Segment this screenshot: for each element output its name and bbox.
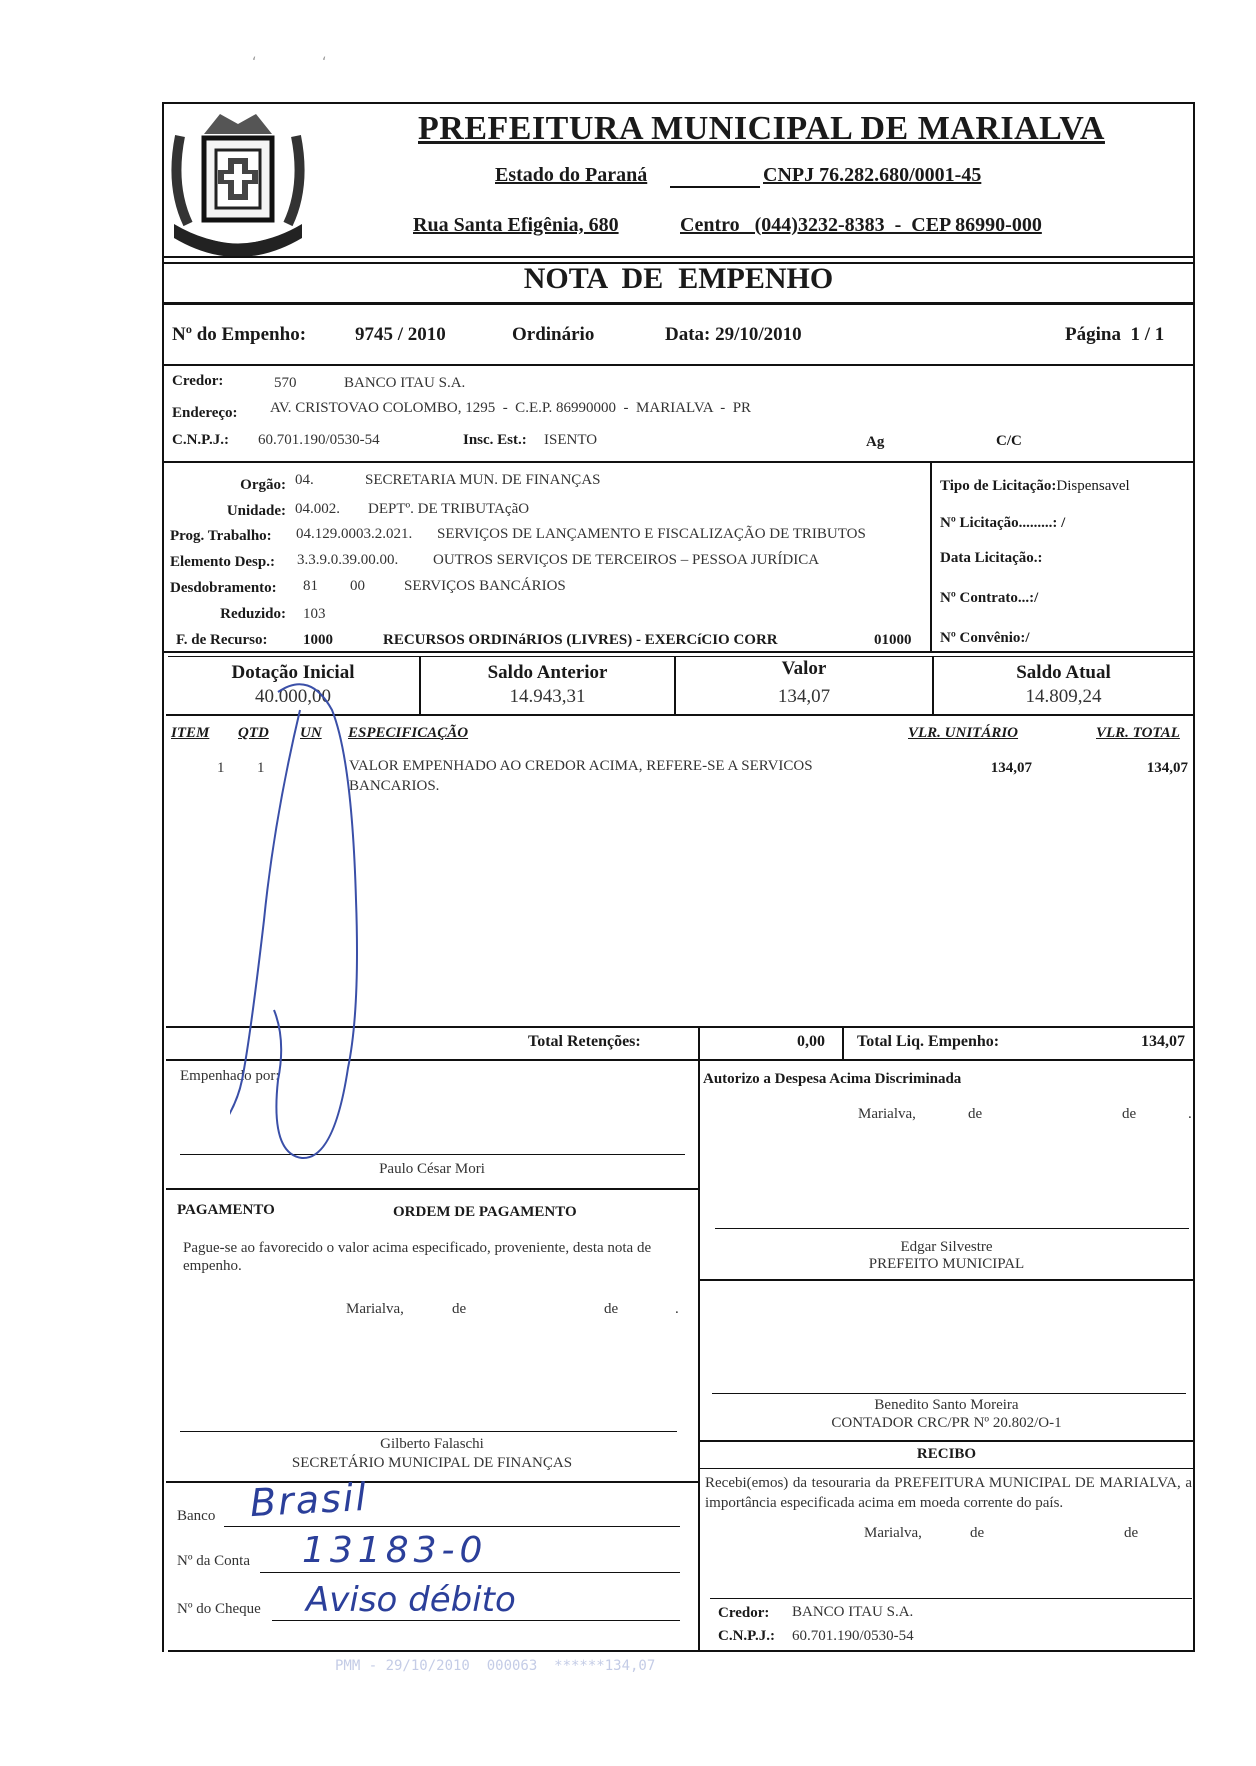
dotacao-label: Dotação Inicial	[231, 662, 355, 683]
signer-prefeito: Edgar Silvestre	[900, 1239, 993, 1255]
header-address: Rua Santa Efigênia, 680	[413, 214, 619, 236]
divider	[700, 1279, 1193, 1281]
cheque-label: Nº do Cheque	[177, 1601, 261, 1617]
pague-se-text: Pague-se ao favorecido o valor acima especificado, proveniente, desta nota de empenho.	[183, 1240, 652, 1274]
recibo-cnpj: 60.701.190/0530-54	[792, 1628, 914, 1644]
header-contact: Centro (044)3232-8383 - CEP 86990-000	[680, 214, 1042, 236]
item-total-value: 134,07	[1146, 760, 1188, 776]
autorizo-de-1: de	[968, 1106, 983, 1122]
page-title: PREFEITURA MUNICIPAL DE MARIALVA	[418, 110, 1105, 147]
valor-label: Valor	[781, 658, 827, 679]
unidade-label: Unidade:	[226, 503, 286, 519]
col-total-value: VLR. TOTAL	[1096, 725, 1180, 741]
divider	[700, 1440, 1193, 1442]
unidade-name: DEPTº. DE TRIBUTAçãO	[368, 501, 530, 517]
payment-de-1: de	[452, 1301, 467, 1317]
empenho-number-label: Nº do Empenho:	[172, 324, 307, 345]
divider	[162, 302, 1195, 305]
credor-label: Credor:	[172, 373, 224, 389]
licitacao-data: Data Licitação.:	[940, 550, 1043, 566]
payment-place: Marialva,	[346, 1301, 404, 1317]
prog-name: SERVIÇOS DE LANÇAMENTO E FISCALIZAÇÃO DE TRIBUTOS	[437, 526, 866, 542]
empenho-date: Data: 29/10/2010	[665, 324, 802, 345]
autorizo-de-2: de	[1122, 1106, 1137, 1122]
reduzido-value: 103	[303, 606, 326, 622]
saldo-anterior-value: 14.943,31	[509, 686, 586, 707]
credor-name: BANCO ITAU S.A.	[344, 375, 466, 391]
account-label: C/C	[996, 433, 1022, 449]
recibo-text: Recebi(emos) da tesouraria da PREFEITURA MUNICIPAL DE MARIALVA, a importância especificada acima em moeda corrente do país.	[705, 1475, 1192, 1511]
desdobramento-label: Desdobramento:	[170, 580, 277, 596]
state-underline	[670, 186, 760, 188]
contrato-number: Nº Contrato...:/	[940, 590, 1039, 606]
recibo-credor: BANCO ITAU S.A.	[792, 1604, 914, 1620]
orgao-name: SECRETARIA MUN. DE FINANÇAS	[365, 472, 601, 488]
divider	[162, 364, 1195, 366]
liquido-label: Total Liq. Empenho:	[857, 1033, 1000, 1050]
insc-label: Insc. Est.:	[463, 432, 527, 448]
col-item: ITEM	[171, 725, 210, 741]
credor-code: 570	[274, 375, 297, 391]
recibo-credor-label: Credor:	[718, 1605, 770, 1621]
page-indicator: Página 1 / 1	[1065, 324, 1165, 345]
elemento-code: 3.3.9.0.39.00.00.	[297, 552, 399, 568]
recibo-de-1: de	[970, 1525, 985, 1541]
retencoes-value: 0,00	[797, 1033, 825, 1050]
signature-line	[180, 1431, 677, 1432]
signature-line	[710, 1598, 1192, 1599]
divider	[162, 256, 1195, 258]
signer-secretario: Gilberto Falaschi	[380, 1436, 484, 1452]
item-description-cont: BANCARIOS.	[349, 778, 440, 794]
dotacao-value: 40.000,00	[255, 686, 331, 707]
prog-label: Prog. Trabalho:	[170, 528, 272, 544]
divider	[162, 461, 1195, 463]
divider	[698, 1059, 700, 1651]
licitacao-numero: Nº Licitação.........: /	[940, 515, 1066, 531]
col-qtd: QTD	[238, 725, 269, 741]
signer-empenho: Paulo César Mori	[379, 1161, 485, 1177]
banco-label: Banco	[177, 1508, 216, 1524]
item-qtd: 1	[257, 760, 265, 776]
signer-secretario-title: SECRETÁRIO MUNICIPAL DE FINANÇAS	[291, 1455, 573, 1471]
conta-handwritten: 13183-0	[302, 1530, 488, 1571]
scan-speck: ‘	[252, 55, 257, 71]
signer-prefeito-title: PREFEITO MUNICIPAL	[868, 1256, 1025, 1272]
orgao-label: Orgão:	[240, 477, 286, 493]
desdobramento-code: 81	[303, 578, 318, 594]
recibo-place: Marialva,	[864, 1525, 922, 1541]
autorizo-label: Autorizo a Despesa Acima Discriminada	[703, 1071, 962, 1087]
frame-right	[1193, 102, 1195, 1652]
recibo-cnpj-label: C.N.P.J.:	[718, 1628, 775, 1644]
cheque-handwritten: Aviso débito	[306, 1580, 516, 1620]
conta-label: Nº da Conta	[177, 1553, 250, 1569]
insc-value: ISENTO	[544, 432, 598, 448]
divider	[842, 1026, 844, 1060]
signer-contador: Benedito Santo Moreira	[874, 1397, 1019, 1413]
elemento-label: Elemento Desp.:	[170, 554, 275, 570]
divider	[162, 651, 1195, 653]
divider	[930, 461, 932, 651]
retencoes-label: Total Retenções:	[528, 1033, 641, 1050]
document-title: NOTA DE EMPENHO	[523, 262, 834, 295]
frame-top	[162, 102, 1195, 104]
divider	[168, 656, 1193, 657]
ordem-pagamento-label: ORDEM DE PAGAMENTO	[393, 1204, 577, 1220]
frame-bottom	[168, 1650, 1195, 1652]
divider	[700, 1468, 1193, 1469]
cnpj-label: C.N.P.J.:	[172, 432, 229, 448]
endereco-label: Endereço:	[172, 405, 238, 421]
liquido-value: 134,07	[1141, 1033, 1185, 1050]
recurso-name: RECURSOS ORDINáRIOS (LIVRES) - EXERCíCIO CORR	[383, 632, 778, 648]
payment-de-2: de	[604, 1301, 619, 1317]
recibo-title: RECIBO	[916, 1446, 977, 1462]
convenio-number: Nº Convênio:/	[940, 630, 1030, 646]
desdobramento-name: SERVIÇOS BANCÁRIOS	[404, 578, 566, 594]
saldo-atual-label: Saldo Atual	[1016, 662, 1111, 683]
licitacao-tipo-label: Tipo de Licitação:Dispensavel	[940, 478, 1130, 494]
licitacao-tipo: Dispensavel	[1056, 478, 1130, 494]
state-label: Estado do Paraná	[495, 164, 648, 186]
payment-dot: .	[675, 1301, 679, 1317]
signer-contador-title: CONTADOR CRC/PR Nº 20.802/O-1	[831, 1415, 1062, 1431]
signature-line	[715, 1228, 1189, 1229]
header-cnpj: CNPJ 76.282.680/0001-45	[763, 164, 982, 186]
signature-line	[712, 1393, 1186, 1394]
banco-field-line	[224, 1526, 680, 1527]
autorizo-place: Marialva,	[858, 1106, 916, 1122]
credor-cnpj: 60.701.190/0530-54	[258, 432, 380, 448]
divider	[166, 1481, 698, 1483]
scan-speck: ‘	[322, 55, 327, 71]
valor-value: 134,07	[777, 686, 831, 707]
reduzido-label: Reduzido:	[220, 606, 286, 622]
frame-left	[162, 102, 164, 1652]
item-number: 1	[217, 760, 225, 776]
recurso-label: F. de Recurso:	[176, 632, 268, 648]
recurso-number: 01000	[874, 632, 912, 648]
autorizo-dot: .	[1188, 1106, 1192, 1122]
recibo-de-2: de	[1124, 1525, 1139, 1541]
empenhado-por-label: Empenhado por:	[180, 1068, 280, 1084]
empenho-number: 9745 / 2010	[355, 324, 446, 345]
orgao-code: 04.	[295, 472, 314, 488]
empenho-type: Ordinário	[512, 324, 595, 345]
unidade-code: 04.002.	[295, 501, 340, 517]
handwritten-signature	[230, 680, 490, 1170]
conta-field-line	[260, 1572, 680, 1573]
agency-label: Ag	[866, 434, 885, 450]
credor-address: AV. CRISTOVAO COLOMBO, 1295 - C.E.P. 86990000 - MARIALVA - PR	[270, 400, 752, 416]
col-unit-value: VLR. UNITÁRIO	[908, 725, 1019, 741]
saldo-anterior-label: Saldo Anterior	[487, 662, 608, 683]
item-description: VALOR EMPENHADO AO CREDOR ACIMA, REFERE-SE A SERVICOS	[349, 758, 813, 774]
item-unit-value: 134,07	[990, 760, 1032, 776]
elemento-name: OUTROS SERVIÇOS DE TERCEIROS – PESSOA JURÍDICA	[433, 552, 820, 568]
pagamento-label: PAGAMENTO	[177, 1202, 275, 1218]
banco-handwritten: Brasil	[248, 1474, 369, 1526]
cheque-field-line	[272, 1620, 680, 1621]
desdobramento-sub: 00	[350, 578, 365, 594]
recurso-code: 1000	[303, 632, 333, 648]
saldo-atual-value: 14.809,24	[1025, 686, 1102, 707]
divider	[166, 1188, 698, 1190]
col-un: UN	[300, 725, 322, 741]
footer-stamp: PMM - 29/10/2010 000063 ******134,07	[335, 1658, 656, 1674]
municipal-coat-of-arms	[166, 106, 310, 258]
prog-code: 04.129.0003.2.021.	[296, 526, 413, 542]
col-especificacao: ESPECIFICAÇÃO	[348, 725, 469, 741]
